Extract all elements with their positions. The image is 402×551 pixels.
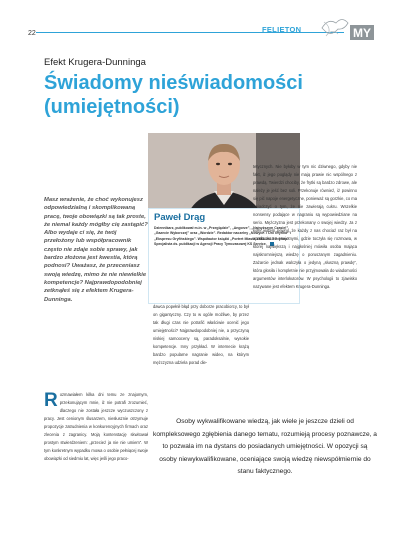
pull-quote: Osoby wykwalifikowane wiedzą, jak wiele je jeszcze dzieli od kompleksowego zgłębienia danego tematu, rozumieją procesy poznawcze, a to pozwala im na dystans do posiadanych umiejętności. W opozycji są osoby niewykwalifikowane, oceniające swoją wiedzę niewspółmiernie do stanu faktycznego.: [153, 418, 377, 475]
magazine-logo: [320, 14, 376, 44]
article-title: Świadomy nieświadomości (umiejętności): [44, 72, 303, 118]
text-column-2: [153, 303, 249, 367]
text-column-1: [44, 391, 148, 463]
article-kicker: Efekt Krugera-Dunninga: [44, 57, 146, 68]
author-name: Paweł Drąg: [154, 212, 206, 223]
page-number: 22: [28, 30, 36, 37]
article-lead: Masz wrażenie, że choć wykonujesz odpowiedzialną i skomplikowaną pracę, twoje obowiązki są tak proste, że niemal każdy mógłby cię zastąpić? Albo wydaje ci się, że twój przełożony lub współpracownik często nie zdaje sobie sprawy, jak bardzo złożona jest kwestia, którą podnosi? Uważasz, że przeceniasz swoją wiedzę, mimo że nie niewielkie kompetencje? Najprawdopodobniej zetknąłeś się z efektem Krugera-Dunninga.: [44, 197, 148, 303]
text-column-3: [253, 163, 357, 291]
logo-text: MY: [353, 26, 371, 40]
column-2-text: dawca popełnił błąd przy doborze pracobiorcy, to był on gigantyczny. Czy to w ogóle możliwe, by przez tak długi czas nie potrafić właściwie ocenić jego umiejętności? Najprawdopodobniej nie, a przyczyną niskiej samooceny są, paradoksalnie, wysokie kompetencje. Inny przykład. W internecie krążą bardzo popularne nagranie wideo, na którym mężczyzna udziela porad die-: [153, 304, 249, 365]
column-3-text: tetycznych. Nie byłoby w tym nic dziwnego, gdyby nie fakt, iż jego poglądy nie mają prawie nic wspólnego z prawdą. Twierdzi chociby, że frytki są bardzo zdrowe, ale należy je jeść bez soli. Przekonuje również, iż powinno się pić napoje energetyczne, ponieważ są gorzkie, co ma świadczyć o tym, że nie zawierają cukru. Wszelkie nonsensy podające w nagraniu są wypowiedziane na serio. Mężczyzna jest przekonany o swojej wiedzy. Ja z kolei jestem pewny, że każdy z nas chociaż raz był na spotkaniu ze znajomymi, gdzie toczyła się rozmowa, w której największą i najgłośniej mówiła osoba mająca najskromniejszą wiedzę o poruszanym zagadnieniu. Zażarcie jednak walczyła o jedyną „słuszną prawdę”, która głosiła i kompletnie nie przyjmowała do wiadomości argumentów interlokutorów. W psychologii to zjawisko nazywane jest efektem Krugera-Dunninga.: [253, 164, 357, 289]
column-1-text: ozmawiałem kilka dni temu ze znajomym, przekonującym mnie, iż nie potrafi zrozumieć, dlaczego nie została jeszcze wyczuszczony z pracy. Jest cenionym ślusarzem, niesłusznie otrzymuje propozycje zatrudnienia w konkurencyjnych firmach oraz zlecenia z zagranicy. Moją kontenstację skwitował prostym stwierdzeniem: „przecież ja nie nie umiem”. W tym konkretnym wypadku mowa o osobie pełniącej swoje obowiązki od siedmiu lat, więc jeśli jego praco-: [44, 392, 148, 461]
section-label: FELIETON: [262, 25, 302, 34]
author-bio: Dziennikarz, publikował m.in. w „Przeglądzie”, „Angorze”, „Najnyższym Czasie!”, „Gazecie Wyborczej” oraz „Wordzie”. Redaktor naczelny „Nowych 7 Dni Gryfina” i „Ekspresu Gryfińskiego”. Współautor książki „Portret Miasta 1945–2015 Gryfino”. Specjalista ds. publikacji w Agencji Pracy Tymczasowej KS Service.: [154, 226, 291, 246]
drop-cap: R: [44, 390, 58, 411]
